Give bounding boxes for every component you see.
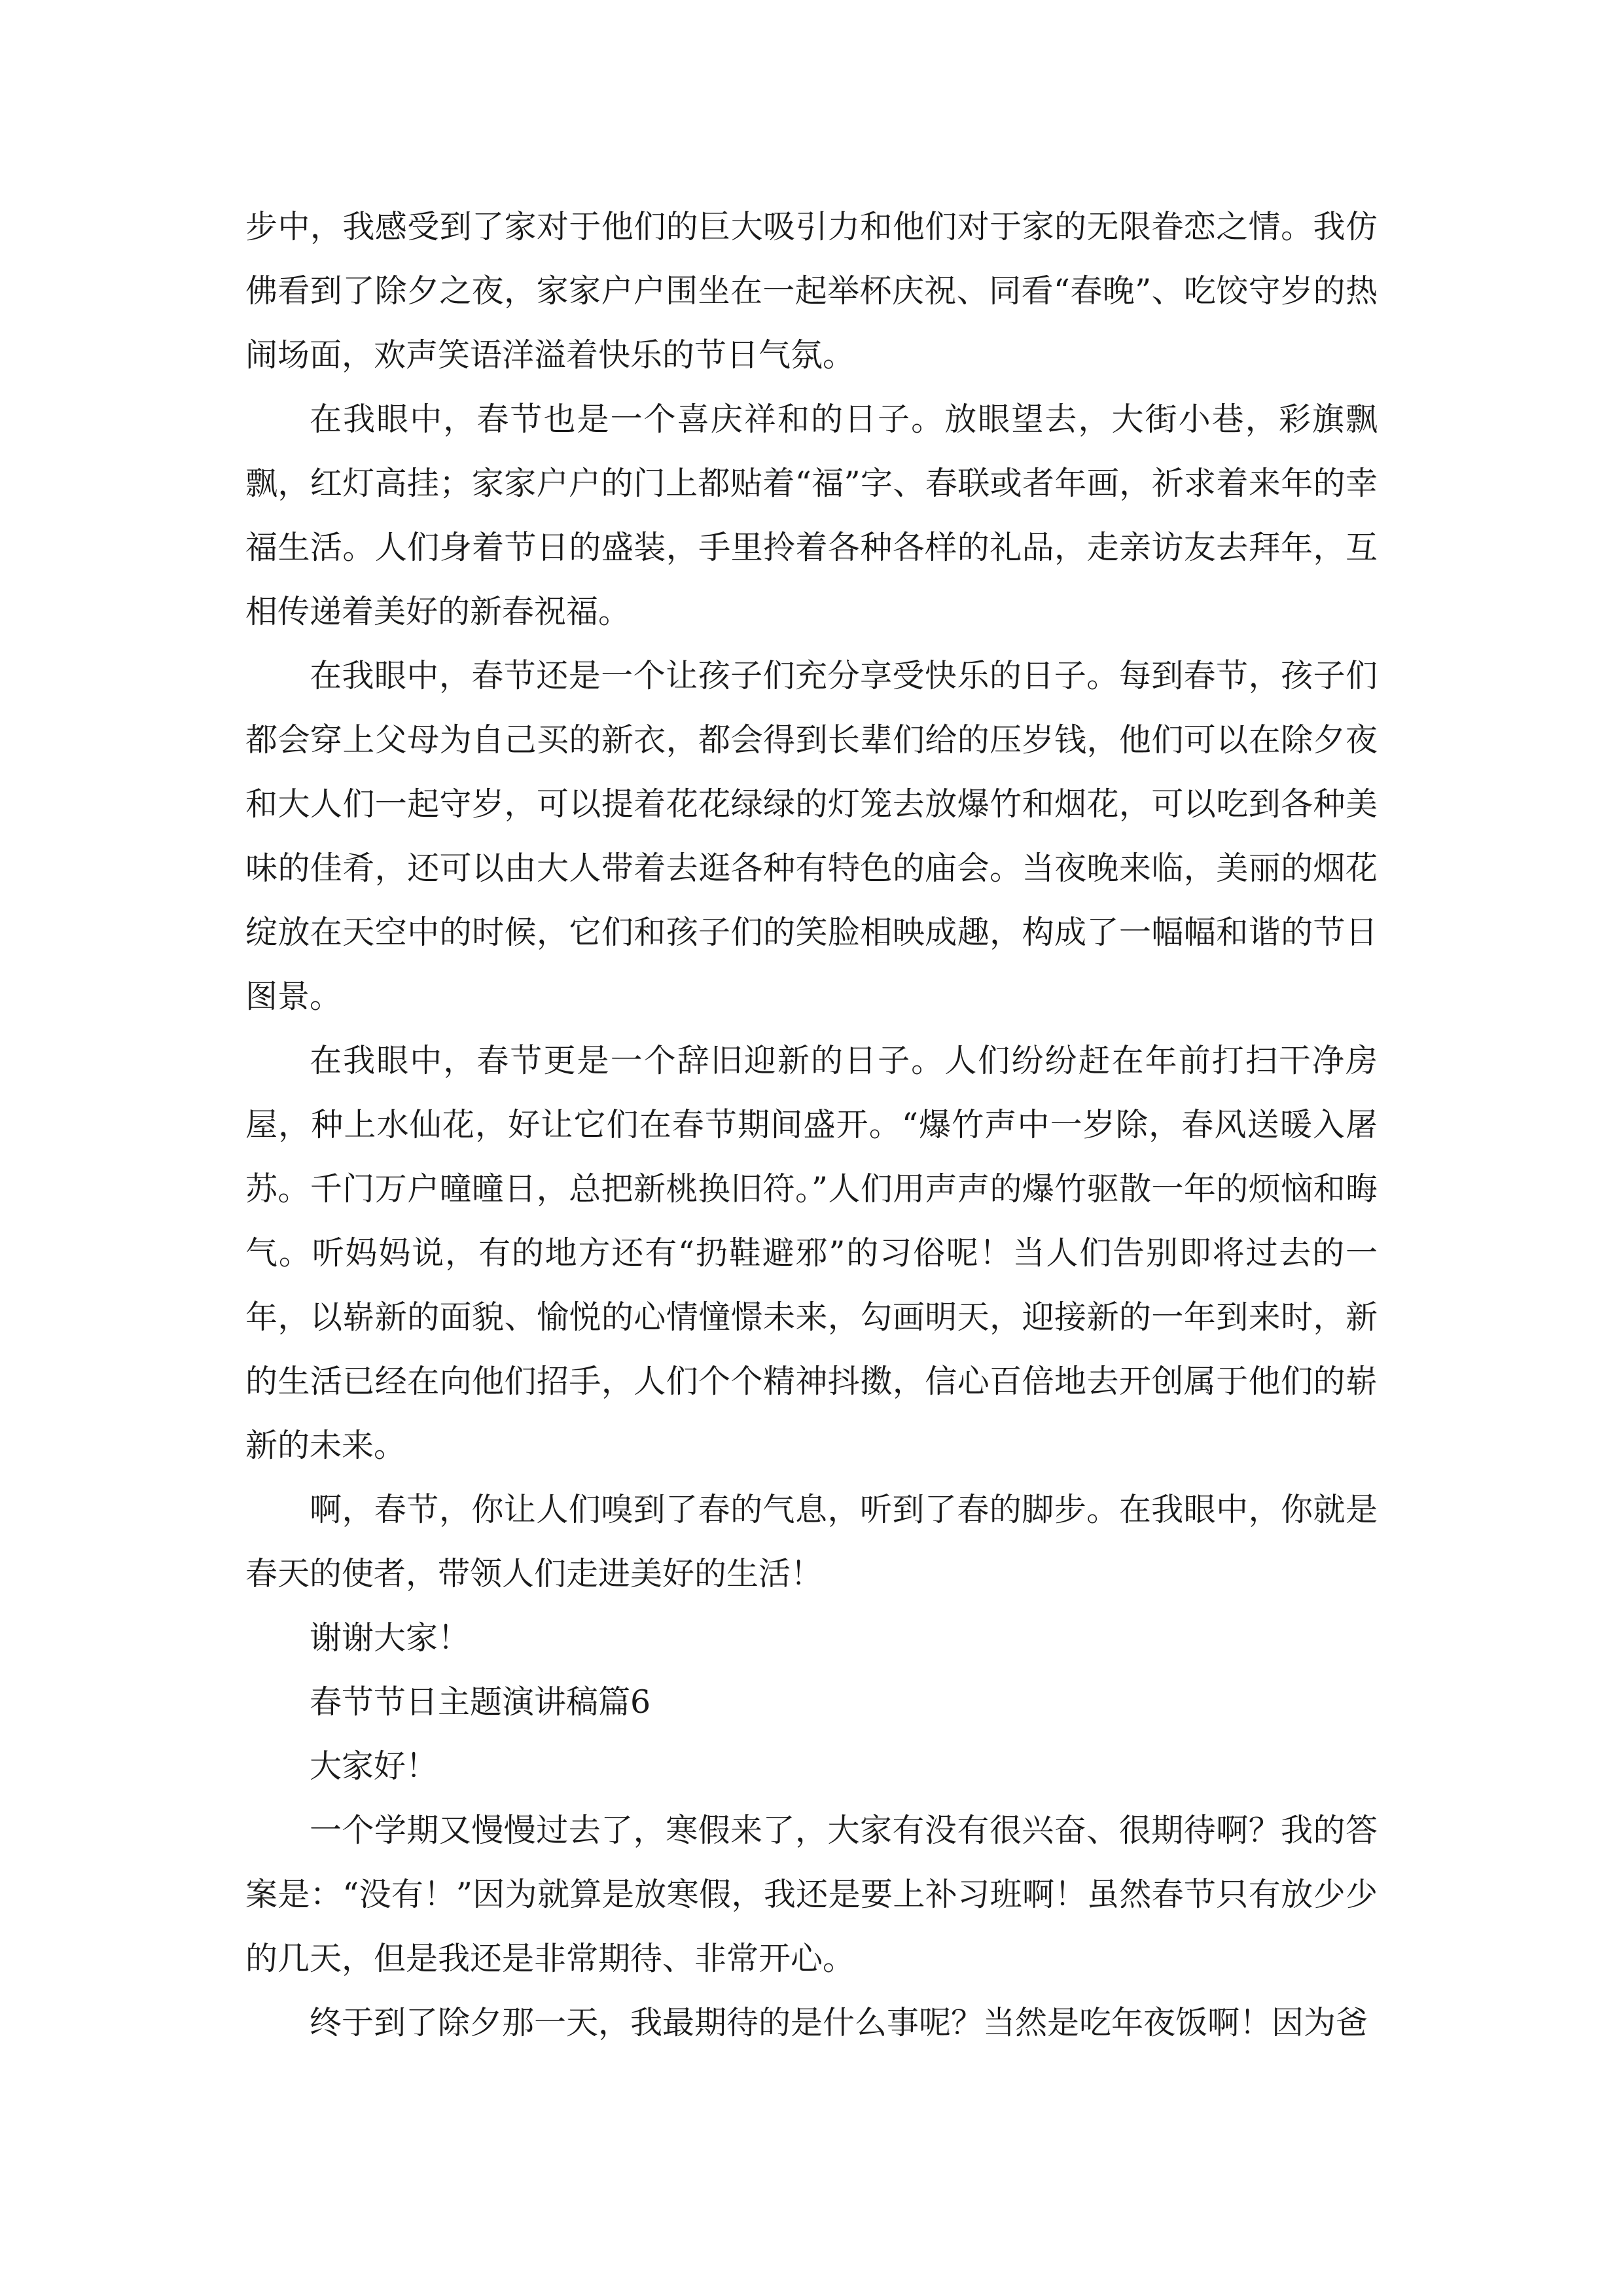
- paragraph-festive-day: 在我眼中，春节也是一个喜庆祥和的日子。放眼望去，大街小巷，彩旗飘飘，红灯高挂；家家户户的门上都贴着“福”字、春联或者年画，祈求着来年的幸福生活。人们身着节日的盛装，手里拎着各种各样的礼品，走亲访友去拜年，互相传递着美好的新春祝福。: [245, 401, 1378, 630]
- paragraph-new-year: 在我眼中，春节更是一个辞旧迎新的日子。人们纷纷赶在年前打扫干净房屋，种上水仙花，好让它们在春节期间盛开。“爆竹声中一岁除，春风送暖入屠苏。千门万户曈曈日，总把新桃换旧符。”人们用声声的爆竹驱散一年的烦恼和晦气。听妈妈说，有的地方还有“扔鞋避邪”的习俗呢！当人们告别即将过去的一年，以崭新的面貌、愉悦的心情憧憬未来，勾画明天，迎接新的一年到来时，新的生活已经在向他们招手，人们个个精神抖擞，信心百倍地去开创属于他们的崭新的未来。: [245, 1042, 1378, 1464]
- section-heading: 春节节日主题演讲稿篇6: [310, 1683, 651, 1721]
- paragraph-thanks: 谢谢大家！: [310, 1619, 471, 1657]
- paragraph-new-years-eve: 终于到了除夕那一天，我最期待的是什么事呢？当然是吃年夜饭啊！因为爸: [310, 2004, 1368, 2041]
- paragraph-continuation: 步中，我感受到了家对于他们的巨大吸引力和他们对于家的无限眷恋之情。我仿佛看到了除夕之夜，家家户户围坐在一起举杯庆祝、同看“春晚”、吃饺守岁的热闹场面，欢声笑语洋溢着快乐的节日气氛。: [245, 208, 1378, 374]
- document-body: [245, 195, 1378, 2055]
- paragraph-winter-break: 一个学期又慢慢过去了，寒假来了，大家有没有很兴奋、很期待啊？我的答案是：“没有！”因为就算是放寒假，我还是要上补习班啊！虽然春节只有放少少的几天，但是我还是非常期待、非常开心。: [245, 1812, 1378, 1977]
- paragraph-children-joy: 在我眼中，春节还是一个让孩子们充分享受快乐的日子。每到春节，孩子们都会穿上父母为自己买的新衣，都会得到长辈们给的压岁钱，他们可以在除夕夜和大人们一起守岁，可以提着花花绿绿的灯笼去放爆竹和烟花，可以吃到各种美味的佳肴，还可以由大人带着去逛各种有特色的庙会。当夜晚来临，美丽的烟花绽放在天空中的时候，它们和孩子们的笑脸相映成趣，构成了一幅幅和谐的节日图景。: [245, 657, 1378, 1015]
- paragraph-spring-envoy: 啊，春节，你让人们嗅到了春的气息，听到了春的脚步。在我眼中，你就是春天的使者，带领人们走进美好的生活！: [245, 1491, 1378, 1592]
- paragraph-greeting: 大家好！: [310, 1748, 438, 1785]
